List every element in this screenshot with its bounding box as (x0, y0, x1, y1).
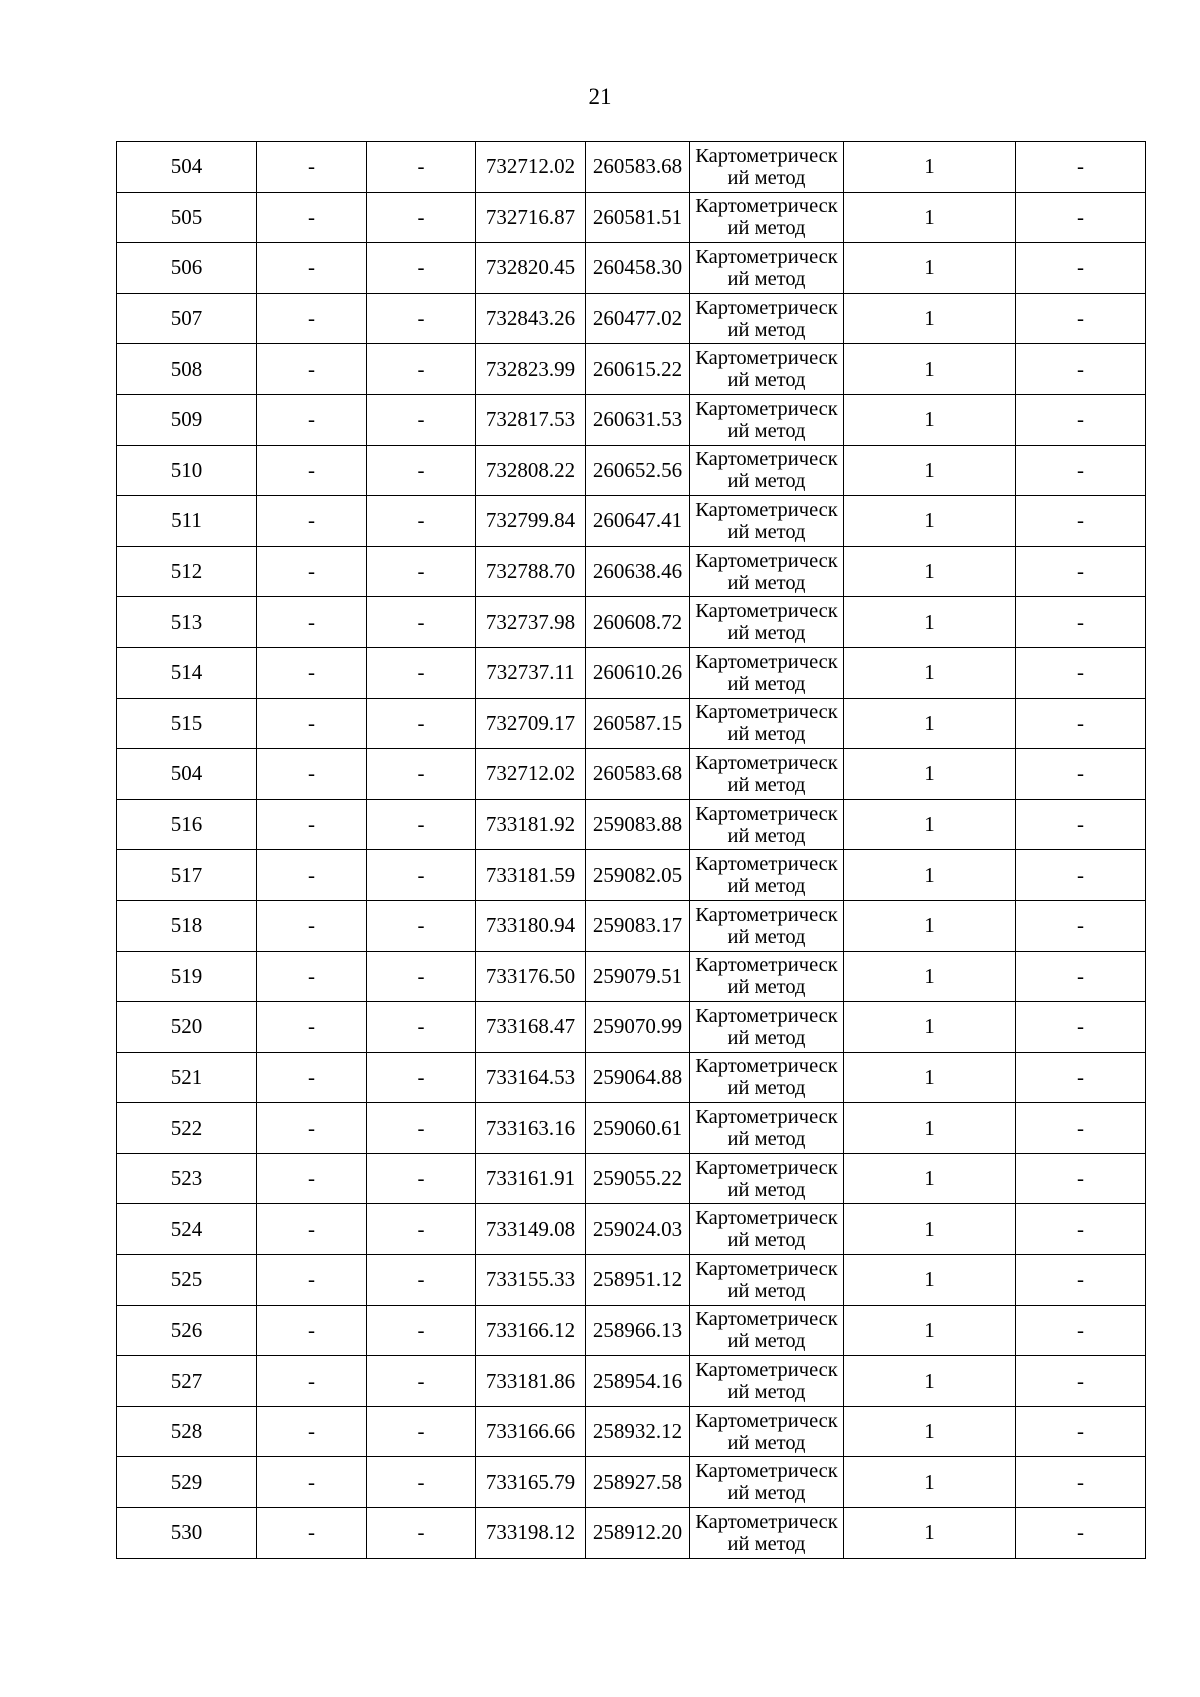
x-coordinate-cell: 732799.84 (476, 496, 586, 547)
empty-value-cell: - (367, 850, 476, 901)
table-row (117, 1406, 1146, 1457)
y-coordinate-cell: 260615.22 (586, 344, 690, 395)
method-cell: Картометрический метод (690, 1153, 844, 1204)
accuracy-cell: 1 (844, 1002, 1016, 1053)
y-coordinate-cell: 259060.61 (586, 1103, 690, 1154)
accuracy-cell: 1 (844, 546, 1016, 597)
empty-value-cell: - (257, 647, 367, 698)
empty-value-cell: - (257, 496, 367, 547)
method-cell: Картометрический метод (690, 1305, 844, 1356)
empty-value-cell: - (1016, 647, 1146, 698)
point-number-cell: 506 (117, 243, 257, 294)
empty-value-cell: - (257, 597, 367, 648)
empty-value-cell: - (1016, 546, 1146, 597)
y-coordinate-cell: 259083.17 (586, 900, 690, 951)
empty-value-cell: - (367, 1153, 476, 1204)
empty-value-cell: - (257, 293, 367, 344)
y-coordinate-cell: 259079.51 (586, 951, 690, 1002)
x-coordinate-cell: 732737.11 (476, 647, 586, 698)
table-row (117, 142, 1146, 193)
table-row (117, 1305, 1146, 1356)
y-coordinate-cell: 260583.68 (586, 749, 690, 800)
empty-value-cell: - (1016, 1153, 1146, 1204)
empty-value-cell: - (367, 1406, 476, 1457)
y-coordinate-cell: 260587.15 (586, 698, 690, 749)
method-cell: Картометрический метод (690, 243, 844, 294)
empty-value-cell: - (257, 900, 367, 951)
table-row (117, 1103, 1146, 1154)
point-number-cell: 507 (117, 293, 257, 344)
x-coordinate-cell: 732737.98 (476, 597, 586, 648)
y-coordinate-cell: 260610.26 (586, 647, 690, 698)
method-cell: Картометрический метод (690, 900, 844, 951)
accuracy-cell: 1 (844, 1052, 1016, 1103)
x-coordinate-cell: 733180.94 (476, 900, 586, 951)
empty-value-cell: - (257, 951, 367, 1002)
y-coordinate-cell: 260608.72 (586, 597, 690, 648)
empty-value-cell: - (257, 850, 367, 901)
point-number-cell: 525 (117, 1255, 257, 1306)
empty-value-cell: - (367, 1457, 476, 1508)
empty-value-cell: - (367, 749, 476, 800)
table-row (117, 1508, 1146, 1559)
empty-value-cell: - (1016, 1204, 1146, 1255)
empty-value-cell: - (367, 951, 476, 1002)
accuracy-cell: 1 (844, 698, 1016, 749)
method-cell: Картометрический метод (690, 850, 844, 901)
table-row (117, 1356, 1146, 1407)
accuracy-cell: 1 (844, 1255, 1016, 1306)
y-coordinate-cell: 260647.41 (586, 496, 690, 547)
x-coordinate-cell: 732808.22 (476, 445, 586, 496)
point-number-cell: 508 (117, 344, 257, 395)
empty-value-cell: - (1016, 1103, 1146, 1154)
empty-value-cell: - (1016, 1356, 1146, 1407)
accuracy-cell: 1 (844, 445, 1016, 496)
table-row (117, 1204, 1146, 1255)
empty-value-cell: - (257, 1406, 367, 1457)
empty-value-cell: - (1016, 799, 1146, 850)
table-row (117, 344, 1146, 395)
point-number-cell: 519 (117, 951, 257, 1002)
y-coordinate-cell: 260458.30 (586, 243, 690, 294)
x-coordinate-cell: 733161.91 (476, 1153, 586, 1204)
empty-value-cell: - (1016, 900, 1146, 951)
empty-value-cell: - (367, 1052, 476, 1103)
accuracy-cell: 1 (844, 142, 1016, 193)
point-number-cell: 522 (117, 1103, 257, 1154)
table-row (117, 749, 1146, 800)
point-number-cell: 505 (117, 192, 257, 243)
point-number-cell: 518 (117, 900, 257, 951)
empty-value-cell: - (257, 1457, 367, 1508)
x-coordinate-cell: 732817.53 (476, 394, 586, 445)
empty-value-cell: - (257, 698, 367, 749)
x-coordinate-cell: 732709.17 (476, 698, 586, 749)
method-cell: Картометрический метод (690, 597, 844, 648)
method-cell: Картометрический метод (690, 546, 844, 597)
empty-value-cell: - (1016, 142, 1146, 193)
point-number-cell: 527 (117, 1356, 257, 1407)
table-row (117, 1255, 1146, 1306)
empty-value-cell: - (367, 1002, 476, 1053)
table-row (117, 496, 1146, 547)
table-row (117, 1153, 1146, 1204)
y-coordinate-cell: 258927.58 (586, 1457, 690, 1508)
method-cell: Картометрический метод (690, 344, 844, 395)
table-row (117, 647, 1146, 698)
y-coordinate-cell: 259024.03 (586, 1204, 690, 1255)
table-row (117, 900, 1146, 951)
y-coordinate-cell: 258951.12 (586, 1255, 690, 1306)
table-row (117, 597, 1146, 648)
accuracy-cell: 1 (844, 1508, 1016, 1559)
empty-value-cell: - (1016, 344, 1146, 395)
y-coordinate-cell: 260581.51 (586, 192, 690, 243)
empty-value-cell: - (1016, 445, 1146, 496)
method-cell: Картометрический метод (690, 293, 844, 344)
point-number-cell: 511 (117, 496, 257, 547)
x-coordinate-cell: 733166.12 (476, 1305, 586, 1356)
accuracy-cell: 1 (844, 850, 1016, 901)
empty-value-cell: - (1016, 192, 1146, 243)
x-coordinate-cell: 732712.02 (476, 749, 586, 800)
empty-value-cell: - (367, 900, 476, 951)
empty-value-cell: - (1016, 597, 1146, 648)
empty-value-cell: - (1016, 1305, 1146, 1356)
x-coordinate-cell: 733181.59 (476, 850, 586, 901)
point-number-cell: 526 (117, 1305, 257, 1356)
table-row (117, 1457, 1146, 1508)
y-coordinate-cell: 260638.46 (586, 546, 690, 597)
empty-value-cell: - (1016, 1406, 1146, 1457)
x-coordinate-cell: 733149.08 (476, 1204, 586, 1255)
x-coordinate-cell: 733176.50 (476, 951, 586, 1002)
empty-value-cell: - (367, 647, 476, 698)
accuracy-cell: 1 (844, 496, 1016, 547)
empty-value-cell: - (367, 192, 476, 243)
point-number-cell: 524 (117, 1204, 257, 1255)
point-number-cell: 513 (117, 597, 257, 648)
table-row (117, 1052, 1146, 1103)
empty-value-cell: - (1016, 293, 1146, 344)
point-number-cell: 520 (117, 1002, 257, 1053)
empty-value-cell: - (257, 1103, 367, 1154)
accuracy-cell: 1 (844, 1406, 1016, 1457)
method-cell: Картометрический метод (690, 951, 844, 1002)
y-coordinate-cell: 258912.20 (586, 1508, 690, 1559)
empty-value-cell: - (367, 394, 476, 445)
empty-value-cell: - (257, 546, 367, 597)
empty-value-cell: - (367, 1204, 476, 1255)
method-cell: Картометрический метод (690, 1255, 844, 1306)
x-coordinate-cell: 733168.47 (476, 1002, 586, 1053)
empty-value-cell: - (257, 142, 367, 193)
empty-value-cell: - (1016, 1457, 1146, 1508)
x-coordinate-cell: 732820.45 (476, 243, 586, 294)
x-coordinate-cell: 733181.86 (476, 1356, 586, 1407)
empty-value-cell: - (1016, 698, 1146, 749)
point-number-cell: 516 (117, 799, 257, 850)
x-coordinate-cell: 732712.02 (476, 142, 586, 193)
method-cell: Картометрический метод (690, 647, 844, 698)
empty-value-cell: - (367, 1255, 476, 1306)
accuracy-cell: 1 (844, 749, 1016, 800)
empty-value-cell: - (257, 344, 367, 395)
empty-value-cell: - (1016, 1002, 1146, 1053)
empty-value-cell: - (367, 546, 476, 597)
point-number-cell: 529 (117, 1457, 257, 1508)
x-coordinate-cell: 733165.79 (476, 1457, 586, 1508)
empty-value-cell: - (1016, 1255, 1146, 1306)
y-coordinate-cell: 258954.16 (586, 1356, 690, 1407)
accuracy-cell: 1 (844, 1457, 1016, 1508)
accuracy-cell: 1 (844, 1305, 1016, 1356)
method-cell: Картометрический метод (690, 1508, 844, 1559)
empty-value-cell: - (1016, 951, 1146, 1002)
point-number-cell: 521 (117, 1052, 257, 1103)
y-coordinate-cell: 258966.13 (586, 1305, 690, 1356)
accuracy-cell: 1 (844, 1153, 1016, 1204)
empty-value-cell: - (257, 1153, 367, 1204)
method-cell: Картометрический метод (690, 445, 844, 496)
empty-value-cell: - (257, 1305, 367, 1356)
empty-value-cell: - (257, 1052, 367, 1103)
y-coordinate-cell: 260631.53 (586, 394, 690, 445)
x-coordinate-cell: 733164.53 (476, 1052, 586, 1103)
empty-value-cell: - (1016, 496, 1146, 547)
table-row (117, 293, 1146, 344)
empty-value-cell: - (257, 1204, 367, 1255)
method-cell: Картометрический метод (690, 1457, 844, 1508)
x-coordinate-cell: 732823.99 (476, 344, 586, 395)
method-cell: Картометрический метод (690, 1356, 844, 1407)
method-cell: Картометрический метод (690, 1052, 844, 1103)
y-coordinate-cell: 259064.88 (586, 1052, 690, 1103)
empty-value-cell: - (367, 293, 476, 344)
accuracy-cell: 1 (844, 243, 1016, 294)
method-cell: Картометрический метод (690, 799, 844, 850)
empty-value-cell: - (257, 799, 367, 850)
method-cell: Картометрический метод (690, 698, 844, 749)
table-row (117, 1002, 1146, 1053)
empty-value-cell: - (257, 1002, 367, 1053)
table-row (117, 243, 1146, 294)
method-cell: Картометрический метод (690, 1406, 844, 1457)
point-number-cell: 509 (117, 394, 257, 445)
x-coordinate-cell: 733181.92 (476, 799, 586, 850)
point-number-cell: 514 (117, 647, 257, 698)
method-cell: Картометрический метод (690, 1204, 844, 1255)
y-coordinate-cell: 260477.02 (586, 293, 690, 344)
method-cell: Картометрический метод (690, 749, 844, 800)
empty-value-cell: - (257, 1508, 367, 1559)
empty-value-cell: - (257, 243, 367, 294)
method-cell: Картометрический метод (690, 142, 844, 193)
accuracy-cell: 1 (844, 344, 1016, 395)
empty-value-cell: - (367, 142, 476, 193)
table-row (117, 850, 1146, 901)
accuracy-cell: 1 (844, 597, 1016, 648)
empty-value-cell: - (367, 1305, 476, 1356)
empty-value-cell: - (367, 1356, 476, 1407)
table-row (117, 445, 1146, 496)
empty-value-cell: - (367, 344, 476, 395)
empty-value-cell: - (257, 394, 367, 445)
accuracy-cell: 1 (844, 1103, 1016, 1154)
empty-value-cell: - (367, 597, 476, 648)
x-coordinate-cell: 733163.16 (476, 1103, 586, 1154)
accuracy-cell: 1 (844, 1356, 1016, 1407)
accuracy-cell: 1 (844, 951, 1016, 1002)
y-coordinate-cell: 258932.12 (586, 1406, 690, 1457)
accuracy-cell: 1 (844, 900, 1016, 951)
empty-value-cell: - (367, 799, 476, 850)
empty-value-cell: - (1016, 394, 1146, 445)
empty-value-cell: - (1016, 850, 1146, 901)
y-coordinate-cell: 260652.56 (586, 445, 690, 496)
page-number: 21 (588, 84, 612, 109)
empty-value-cell: - (1016, 1508, 1146, 1559)
empty-value-cell: - (257, 1356, 367, 1407)
x-coordinate-cell: 733198.12 (476, 1508, 586, 1559)
table-row (117, 799, 1146, 850)
point-number-cell: 515 (117, 698, 257, 749)
table-row (117, 394, 1146, 445)
x-coordinate-cell: 733155.33 (476, 1255, 586, 1306)
empty-value-cell: - (367, 1103, 476, 1154)
point-number-cell: 512 (117, 546, 257, 597)
empty-value-cell: - (1016, 243, 1146, 294)
accuracy-cell: 1 (844, 192, 1016, 243)
table-row (117, 698, 1146, 749)
accuracy-cell: 1 (844, 394, 1016, 445)
y-coordinate-cell: 259070.99 (586, 1002, 690, 1053)
x-coordinate-cell: 732716.87 (476, 192, 586, 243)
point-number-cell: 528 (117, 1406, 257, 1457)
empty-value-cell: - (257, 445, 367, 496)
empty-value-cell: - (1016, 749, 1146, 800)
accuracy-cell: 1 (844, 647, 1016, 698)
method-cell: Картометрический метод (690, 394, 844, 445)
y-coordinate-cell: 260583.68 (586, 142, 690, 193)
x-coordinate-cell: 732843.26 (476, 293, 586, 344)
empty-value-cell: - (367, 243, 476, 294)
point-number-cell: 504 (117, 749, 257, 800)
x-coordinate-cell: 732788.70 (476, 546, 586, 597)
y-coordinate-cell: 259083.88 (586, 799, 690, 850)
coordinates-table (116, 141, 1146, 1559)
empty-value-cell: - (257, 1255, 367, 1306)
accuracy-cell: 1 (844, 1204, 1016, 1255)
table-body (117, 142, 1146, 1559)
method-cell: Картометрический метод (690, 1103, 844, 1154)
table-row (117, 192, 1146, 243)
empty-value-cell: - (257, 749, 367, 800)
x-coordinate-cell: 733166.66 (476, 1406, 586, 1457)
empty-value-cell: - (367, 698, 476, 749)
accuracy-cell: 1 (844, 293, 1016, 344)
point-number-cell: 517 (117, 850, 257, 901)
point-number-cell: 523 (117, 1153, 257, 1204)
method-cell: Картометрический метод (690, 192, 844, 243)
method-cell: Картометрический метод (690, 496, 844, 547)
empty-value-cell: - (367, 445, 476, 496)
point-number-cell: 510 (117, 445, 257, 496)
y-coordinate-cell: 259055.22 (586, 1153, 690, 1204)
empty-value-cell: - (257, 192, 367, 243)
point-number-cell: 530 (117, 1508, 257, 1559)
table-row (117, 951, 1146, 1002)
empty-value-cell: - (367, 1508, 476, 1559)
method-cell: Картометрический метод (690, 1002, 844, 1053)
y-coordinate-cell: 259082.05 (586, 850, 690, 901)
accuracy-cell: 1 (844, 799, 1016, 850)
point-number-cell: 504 (117, 142, 257, 193)
empty-value-cell: - (1016, 1052, 1146, 1103)
table-row (117, 546, 1146, 597)
empty-value-cell: - (367, 496, 476, 547)
